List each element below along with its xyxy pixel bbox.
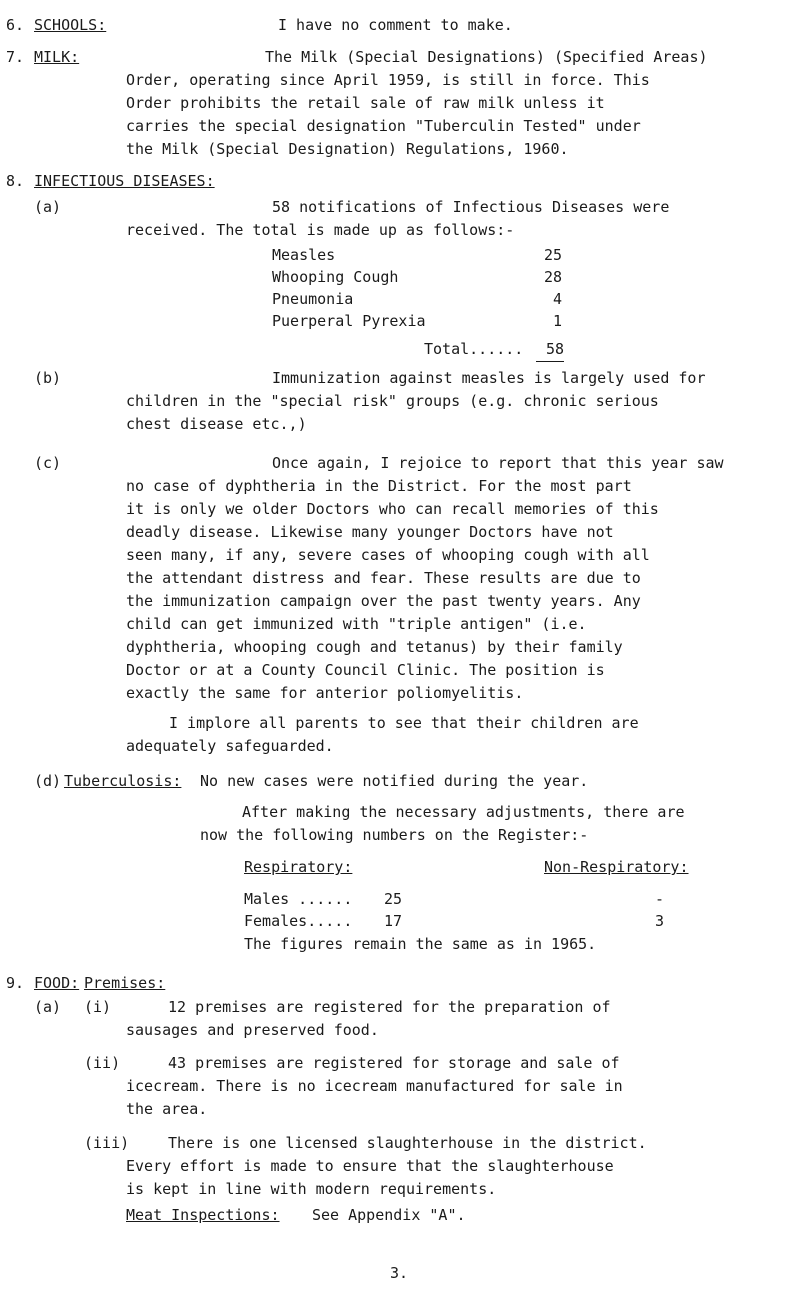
slaughterhouse-line: Every effort is made to ensure that the slaughterhouse <box>126 1157 614 1175</box>
milk-line: Order, operating since April 1959, is still in force. This <box>126 71 650 89</box>
food-i-marker: (i) <box>84 998 112 1016</box>
diphtheria-line: deadly disease. Likewise many younger Doctors have not <box>126 523 614 541</box>
tuberculosis-text: No new cases were notified during the year. <box>200 772 589 790</box>
milk-line: carries the special designation "Tuberculin Tested" under <box>126 117 641 135</box>
non-respiratory-header: Non-Respiratory: <box>544 858 689 876</box>
disease-count: 28 <box>543 268 562 286</box>
disease-row <box>272 310 562 332</box>
diphtheria-line: Doctor or at a County Council Clinic. The position is <box>126 661 605 679</box>
notifications-line: received. The total is made up as follows:- <box>126 221 515 239</box>
diphtheria-line: child can get immunized with "triple antigen" (i.e. <box>126 615 587 633</box>
schools-text: I have no comment to make. <box>278 16 513 34</box>
item-d-marker: (d) <box>34 772 62 790</box>
diphtheria-line: the attendant distress and fear. These results are due to <box>126 569 641 587</box>
disease-row <box>272 266 562 288</box>
diphtheria-line: seen many, if any, severe cases of whooping cough with all <box>126 546 650 564</box>
tuberculosis-register <box>244 856 704 932</box>
premises-line: sausages and preserved food. <box>126 1021 379 1039</box>
adjustments-line: After making the necessary adjustments, there are <box>242 803 685 821</box>
immunization-line: children in the "special risk" groups (e.g. chronic serious <box>126 392 659 410</box>
item-b-marker: (b) <box>34 369 62 387</box>
register-non-respiratory: 3 <box>654 912 664 930</box>
disease-list <box>272 244 562 332</box>
register-label: Males ...... <box>244 890 353 908</box>
milk-line: the Milk (Special Designation) Regulations, 1960. <box>126 140 569 158</box>
slaughterhouse-line: There is one licensed slaughterhouse in the district. <box>168 1134 647 1152</box>
disease-row <box>272 244 562 266</box>
section-7-number: 7. <box>6 48 25 66</box>
immunization-line: chest disease etc.,) <box>126 415 307 433</box>
section-6-number: 6. <box>6 16 25 34</box>
implore-line: adequately safeguarded. <box>126 737 334 755</box>
immunization-line: Immunization against measles is largely used for <box>272 369 706 387</box>
diphtheria-line: Once again, I rejoice to report that this year saw <box>272 454 724 472</box>
meat-inspections-heading: Meat Inspections: <box>126 1206 280 1224</box>
disease-count: 25 <box>543 246 562 264</box>
food-ii-marker: (ii) <box>84 1054 121 1072</box>
register-label: Females..... <box>244 912 353 930</box>
respiratory-header: Respiratory: <box>244 858 353 876</box>
slaughterhouse-line: is kept in line with modern requirements. <box>126 1180 497 1198</box>
icecream-line: 43 premises are registered for storage and sale of <box>168 1054 620 1072</box>
register-respiratory: 25 <box>384 890 403 908</box>
premises-heading: Premises: <box>84 974 166 992</box>
infectious-diseases-heading: INFECTIOUS DISEASES: <box>34 172 215 190</box>
total-label: Total...... <box>424 340 524 358</box>
milk-heading: MILK: <box>34 48 80 66</box>
section-8-number: 8. <box>6 172 25 190</box>
register-header-row <box>244 856 704 878</box>
disease-name: Measles <box>272 246 336 264</box>
food-heading: FOOD: <box>34 974 80 992</box>
adjustments-line: now the following numbers on the Register:- <box>200 826 589 844</box>
item-a-marker: (a) <box>34 198 62 216</box>
notifications-line: 58 notifications of Infectious Diseases were <box>272 198 670 216</box>
milk-line: Order prohibits the retail sale of raw milk unless it <box>126 94 605 112</box>
section-9-number: 9. <box>6 974 25 992</box>
diphtheria-line: exactly the same for anterior poliomyelitis. <box>126 684 524 702</box>
register-respiratory: 17 <box>384 912 403 930</box>
icecream-line: the area. <box>126 1100 208 1118</box>
disease-count: 4 <box>552 290 562 308</box>
total-value: 58 <box>536 338 564 362</box>
diphtheria-line: dyphtheria, whooping cough and tetanus) by their family <box>126 638 623 656</box>
register-non-respiratory: - <box>654 890 664 908</box>
register-row <box>244 888 704 910</box>
tuberculosis-heading: Tuberculosis: <box>64 772 182 790</box>
page-number: 3. <box>390 1264 409 1282</box>
disease-name: Puerperal Pyrexia <box>272 312 426 330</box>
item-c-marker: (c) <box>34 454 62 472</box>
figures-remain-line: The figures remain the same as in 1965. <box>244 935 597 953</box>
diphtheria-line: it is only we older Doctors who can recall memories of this <box>126 500 659 518</box>
disease-count: 1 <box>552 312 562 330</box>
diphtheria-line: the immunization campaign over the past twenty years. Any <box>126 592 641 610</box>
disease-name: Pneumonia <box>272 290 354 308</box>
schools-heading: SCHOOLS: <box>34 16 107 34</box>
milk-line: The Milk (Special Designations) (Specified Areas) <box>265 48 708 66</box>
implore-line: I implore all parents to see that their children are <box>169 714 639 732</box>
disease-row <box>272 288 562 310</box>
icecream-line: icecream. There is no icecream manufactured for sale in <box>126 1077 623 1095</box>
register-row <box>244 910 704 932</box>
meat-inspections-text: See Appendix "A". <box>312 1206 466 1224</box>
premises-line: 12 premises are registered for the preparation of <box>168 998 611 1016</box>
food-iii-marker: (iii) <box>84 1134 130 1152</box>
diphtheria-line: no case of dyphtheria in the District. For the most part <box>126 477 632 495</box>
food-a-marker: (a) <box>34 998 62 1016</box>
disease-name: Whooping Cough <box>272 268 399 286</box>
